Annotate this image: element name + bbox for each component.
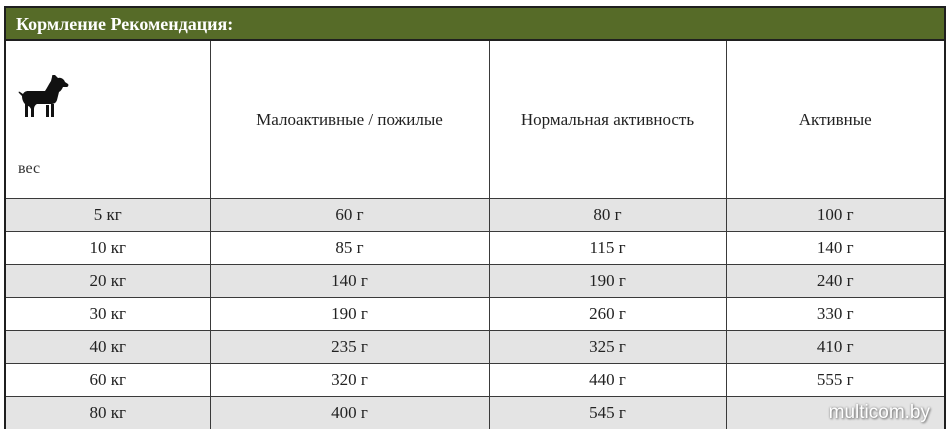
weight-cell: 60 кг (6, 364, 210, 397)
normal-activity-cell: 545 г (489, 397, 726, 430)
watermark: multicom.by (828, 402, 930, 423)
normal-activity-cell: 190 г (489, 265, 726, 298)
header-low-activity: Малоактивные / пожилые (256, 109, 443, 129)
weight-cell: 20 кг (6, 265, 210, 298)
low-activity-cell: 400 г (210, 397, 489, 430)
table-row (6, 265, 944, 298)
low-activity-cell: 320 г (210, 364, 489, 397)
low-activity-cell: 60 г (210, 199, 489, 232)
table-row (6, 397, 944, 430)
table-row (6, 364, 944, 397)
active-cell: 410 г (726, 331, 944, 364)
header-normal-activity: Нормальная активность (520, 109, 695, 129)
header-active: Активные (798, 109, 872, 129)
dog-silhouette-icon (18, 75, 70, 119)
normal-activity-cell: 115 г (489, 232, 726, 265)
low-activity-cell: 85 г (210, 232, 489, 265)
title-bar (6, 8, 944, 41)
normal-activity-cell: 325 г (489, 331, 726, 364)
header-cell-active (726, 41, 944, 199)
weight-cell: 40 кг (6, 331, 210, 364)
low-activity-cell: 140 г (210, 265, 489, 298)
weight-label: вес (18, 160, 41, 177)
feeding-table (6, 41, 944, 429)
active-cell: 555 г (726, 364, 944, 397)
weight-cell: 30 кг (6, 298, 210, 331)
active-cell: 330 г (726, 298, 944, 331)
header-cell-low-activity (210, 41, 489, 199)
active-cell: 100 г (726, 199, 944, 232)
weight-cell: 5 кг (6, 199, 210, 232)
header-row (6, 41, 944, 199)
normal-activity-cell: 260 г (489, 298, 726, 331)
feeding-table-frame (4, 6, 946, 429)
low-activity-cell: 190 г (210, 298, 489, 331)
header-cell-weight (6, 41, 210, 199)
low-activity-cell: 235 г (210, 331, 489, 364)
table-row (6, 199, 944, 232)
table-row (6, 298, 944, 331)
active-cell: 240 г (726, 265, 944, 298)
table-row (6, 331, 944, 364)
header-cell-normal-activity (489, 41, 726, 199)
normal-activity-cell: 440 г (489, 364, 726, 397)
table-row (6, 232, 944, 265)
normal-activity-cell: 80 г (489, 199, 726, 232)
weight-cell: 80 кг (6, 397, 210, 430)
table-title: Кормление Рекомендация: (16, 14, 234, 34)
active-cell: 140 г (726, 232, 944, 265)
weight-cell: 10 кг (6, 232, 210, 265)
